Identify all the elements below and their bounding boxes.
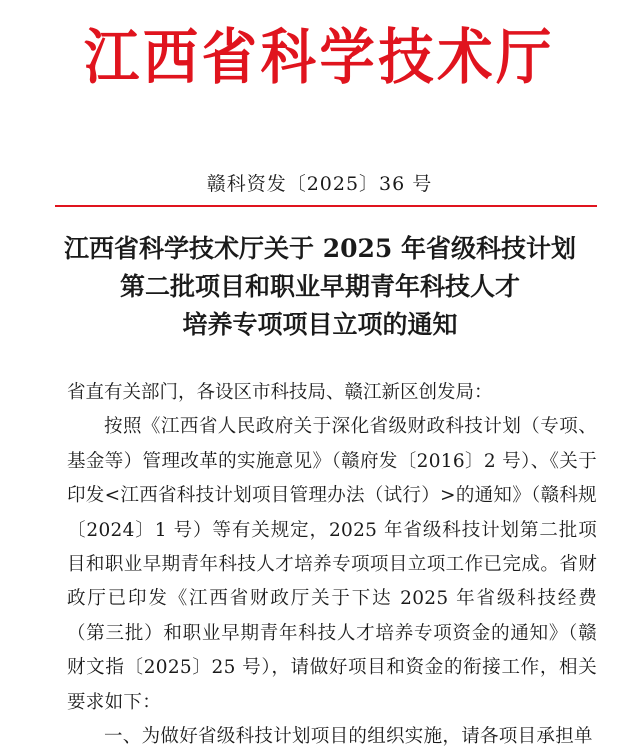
- body-paragraph-1: 按照《江西省人民政府关于深化省级财政科技计划（专项、基金等）管理改革的实施意见》（赣府发〔2016〕2 号）、《关于印发<江西省科技计划项目管理办法（试行）>的通知》（赣科规〔2024〕1 号）等有关规定，2025 年省级科技计划第二批项目和职业早期青年科技人才培养专项项目立项工作已完成。省财政厅已印发《江西省财政厅关于下达 2025 年省级科技经费（第三批）和职业早期青年科技人才培养专项资金的通知》（赣财文指〔2025〕25 号），请做好项目和资金的衔接工作，相关要求如下：: [67, 416, 597, 713]
- title-line-1: 江西省科学技术厅关于 2025 年省级科技计划: [64, 234, 576, 263]
- document-title: [20, 230, 620, 344]
- red-divider: [55, 205, 597, 207]
- masthead-organization: 江西省科学技术厅: [83, 23, 556, 93]
- document-body: [67, 376, 597, 754]
- title-line-2: 第二批项目和职业早期青年科技人才: [119, 272, 520, 301]
- salutation: 省直有关部门，各设区市科技局、赣江新区创发局：: [67, 382, 493, 403]
- title-line-3: 培养专项项目立项的通知: [182, 310, 458, 339]
- body-paragraph-2: 一、为做好省级科技计划项目的组织实施，请各项目承担单: [104, 726, 593, 748]
- document-number: 赣科资发〔2025〕36 号: [206, 173, 433, 195]
